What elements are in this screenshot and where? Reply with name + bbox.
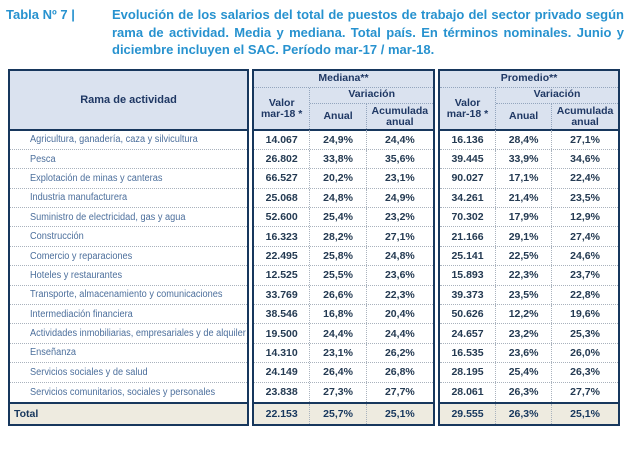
value-cell: 17,9% <box>496 208 552 226</box>
value-cell: 12.525 <box>254 266 310 284</box>
activity-name: Servicios comunitarios, sociales y personales <box>30 386 216 398</box>
table-number-label: Tabla Nº 7 | <box>6 7 75 22</box>
value-cell: 34,6% <box>570 153 600 166</box>
table-row-label <box>10 286 247 305</box>
row-header-cell: Rama de actividad <box>10 71 247 131</box>
value-cell: 23,1% <box>384 172 415 185</box>
table-row-label <box>10 324 247 343</box>
value-cell: 15.893 <box>440 266 496 284</box>
activity-name: Construcción <box>30 231 84 243</box>
value-cell: 23,6% <box>384 269 415 282</box>
table-row <box>254 363 433 382</box>
table-row-label <box>10 189 247 208</box>
value-cell: 25,4% <box>496 363 552 381</box>
activity-name: Actividades inmobiliarias, empresariales y de alquiler <box>30 328 246 340</box>
value-cell: 24.149 <box>254 363 310 381</box>
total-cell: 29.555 <box>440 404 496 424</box>
promedio-value-header: Valor mar-18 * <box>440 88 496 131</box>
value-cell: 33,9% <box>496 150 552 168</box>
value-cell: 22,8% <box>570 288 600 301</box>
value-cell: 26,0% <box>570 346 600 359</box>
value-cell: 27,1% <box>570 133 600 146</box>
value-cell: 27,7% <box>384 386 415 399</box>
value-cell: 66.527 <box>254 169 310 187</box>
value-cell: 28,2% <box>310 227 366 245</box>
value-cell: 23,5% <box>570 191 600 204</box>
value-cell: 28.061 <box>440 383 496 402</box>
value-cell: 22,5% <box>496 247 552 265</box>
value-cell: 23,7% <box>570 269 600 282</box>
value-cell: 22,3% <box>496 266 552 284</box>
table-row <box>254 227 433 246</box>
activity-name: Industria manufacturera <box>30 192 128 204</box>
value-cell: 27,1% <box>384 230 415 243</box>
value-cell: 21.166 <box>440 227 496 245</box>
activity-name: Intermediación financiera <box>30 308 133 320</box>
value-cell: 24.657 <box>440 324 496 342</box>
value-cell: 23,2% <box>496 324 552 342</box>
promedio-annual-header: Anual <box>496 104 552 131</box>
activity-name: Transporte, almacenamiento y comunicaciones <box>30 289 223 301</box>
value-cell: 24,4% <box>384 327 415 340</box>
activity-name: Hoteles y restaurantes <box>30 269 123 281</box>
value-cell: 28.195 <box>440 363 496 381</box>
activity-name: Suministro de electricidad, gas y agua <box>30 211 186 223</box>
value-cell: 23,5% <box>496 286 552 304</box>
table-row-label <box>10 227 247 246</box>
value-cell: 24,4% <box>384 133 415 146</box>
activity-rows <box>10 131 247 402</box>
value-cell: 27,4% <box>570 230 600 243</box>
value-cell: 23,2% <box>384 211 415 224</box>
value-cell: 22,3% <box>384 288 415 301</box>
value-cell: 39.373 <box>440 286 496 304</box>
table-row-label <box>10 247 247 266</box>
value-cell: 23.838 <box>254 383 310 402</box>
value-cell: 70.302 <box>440 208 496 226</box>
activity-name: Pesca <box>30 153 56 165</box>
value-cell: 33.769 <box>254 286 310 304</box>
value-cell: 25.141 <box>440 247 496 265</box>
value-cell: 27,7% <box>570 386 600 399</box>
value-cell: 23,1% <box>310 344 366 362</box>
table-description: Evolución de los salarios del total de puestos de trabajo del sector privado según rama de actividad. Media y mediana. Total país. En términos nominales. Junio y diciembre incluyen el SAC. Período mar-17 / mar-18. <box>112 7 624 57</box>
activity-name: Explotación de minas y canteras <box>30 172 163 184</box>
value-cell: 24,9% <box>310 131 366 149</box>
total-cell: 25,1% <box>384 407 415 420</box>
mediana-group-box <box>252 69 435 426</box>
table-row <box>254 150 433 169</box>
promedio-rows <box>440 131 618 402</box>
table-row-label <box>10 169 247 188</box>
value-cell: 26,3% <box>570 366 600 379</box>
table-row <box>440 131 618 150</box>
value-cell: 26,6% <box>310 286 366 304</box>
value-cell: 24,9% <box>384 191 415 204</box>
total-cell: 25,1% <box>570 407 600 420</box>
value-cell: 19.500 <box>254 324 310 342</box>
table-title-block <box>0 0 630 59</box>
table-row <box>254 266 433 285</box>
value-cell: 16.323 <box>254 227 310 245</box>
value-cell: 25,3% <box>570 327 600 340</box>
total-row-mediana <box>254 402 433 424</box>
table-row <box>440 266 618 285</box>
value-cell: 22.495 <box>254 247 310 265</box>
value-cell: 20,4% <box>384 308 415 321</box>
value-cell: 29,1% <box>496 227 552 245</box>
table-row <box>440 208 618 227</box>
table-row <box>254 286 433 305</box>
activity-name: Comercio y reparaciones <box>30 250 133 262</box>
promedio-group-title: Promedio** <box>440 71 618 88</box>
salary-table <box>8 69 622 426</box>
mediana-annual-header: Anual <box>310 104 366 131</box>
table-row-label <box>10 266 247 285</box>
table-row <box>254 247 433 266</box>
activity-name: Enseñanza <box>30 347 77 359</box>
table-row-label <box>10 131 247 150</box>
total-cell: 25,7% <box>310 404 366 424</box>
mediana-header <box>254 71 433 131</box>
table-row <box>440 247 618 266</box>
value-cell: 23,6% <box>496 344 552 362</box>
table-row <box>440 169 618 188</box>
table-row-label <box>10 150 247 169</box>
mediana-group-title: Mediana** <box>254 71 433 88</box>
value-cell: 35,6% <box>384 153 415 166</box>
value-cell: 25,5% <box>310 266 366 284</box>
value-cell: 19,6% <box>570 308 600 321</box>
value-cell: 17,1% <box>496 169 552 187</box>
value-cell: 27,3% <box>310 383 366 402</box>
mediana-rows <box>254 131 433 402</box>
value-cell: 26.802 <box>254 150 310 168</box>
value-cell: 20,2% <box>310 169 366 187</box>
value-cell: 90.027 <box>440 169 496 187</box>
table-row <box>440 363 618 382</box>
value-cell: 24,6% <box>570 250 600 263</box>
value-cell: 34.261 <box>440 189 496 207</box>
table-row <box>440 383 618 402</box>
value-cell: 21,4% <box>496 189 552 207</box>
promedio-group-box <box>438 69 620 426</box>
table-row <box>254 131 433 150</box>
activity-name: Servicios sociales y de salud <box>30 366 148 378</box>
total-cell: 22.153 <box>254 404 310 424</box>
table-row-label <box>10 363 247 382</box>
value-cell: 50.626 <box>440 305 496 323</box>
table-row <box>254 344 433 363</box>
table-row <box>440 150 618 169</box>
activity-name: Agricultura, ganadería, caza y silvicultura <box>30 134 198 146</box>
value-cell: 25.068 <box>254 189 310 207</box>
table-row <box>254 383 433 402</box>
table-row <box>440 286 618 305</box>
table-row-label <box>10 383 247 402</box>
value-cell: 14.067 <box>254 131 310 149</box>
table-row-label <box>10 208 247 227</box>
table-row <box>440 227 618 246</box>
value-cell: 25,8% <box>310 247 366 265</box>
table-row <box>254 169 433 188</box>
table-row <box>254 324 433 343</box>
table-row-label <box>10 305 247 324</box>
table-row-label <box>10 344 247 363</box>
mediana-variation-header: Variación <box>310 88 433 104</box>
table-row <box>254 208 433 227</box>
value-cell: 26,8% <box>384 366 415 379</box>
value-cell: 52.600 <box>254 208 310 226</box>
value-cell: 16,8% <box>310 305 366 323</box>
table-row <box>440 305 618 324</box>
value-cell: 39.445 <box>440 150 496 168</box>
value-cell: 16.136 <box>440 131 496 149</box>
mediana-value-header: Valor mar-18 * <box>254 88 310 131</box>
value-cell: 14.310 <box>254 344 310 362</box>
promedio-header <box>440 71 618 131</box>
value-cell: 24,8% <box>384 250 415 263</box>
value-cell: 26,4% <box>310 363 366 381</box>
promedio-accumulated-header: Acumulada anual <box>556 104 614 128</box>
table-row <box>440 344 618 363</box>
value-cell: 26,3% <box>496 383 552 402</box>
value-cell: 25,4% <box>310 208 366 226</box>
total-cell: 26,3% <box>496 404 552 424</box>
total-row-promedio <box>440 402 618 424</box>
value-cell: 12,2% <box>496 305 552 323</box>
mediana-accumulated-header: Acumulada anual <box>371 104 429 128</box>
value-cell: 33,8% <box>310 150 366 168</box>
value-cell: 24,8% <box>310 189 366 207</box>
promedio-variation-header: Variación <box>496 88 618 104</box>
value-cell: 24,4% <box>310 324 366 342</box>
value-cell: 16.535 <box>440 344 496 362</box>
value-cell: 26,2% <box>384 346 415 359</box>
value-cell: 28,4% <box>496 131 552 149</box>
table-row <box>440 189 618 208</box>
activity-column-box <box>8 69 249 426</box>
value-cell: 38.546 <box>254 305 310 323</box>
value-cell: 22,4% <box>570 172 600 185</box>
value-cell: 12,9% <box>570 211 600 224</box>
total-row-label: Total <box>10 402 247 424</box>
table-row <box>440 324 618 343</box>
table-row <box>254 305 433 324</box>
table-row <box>254 189 433 208</box>
